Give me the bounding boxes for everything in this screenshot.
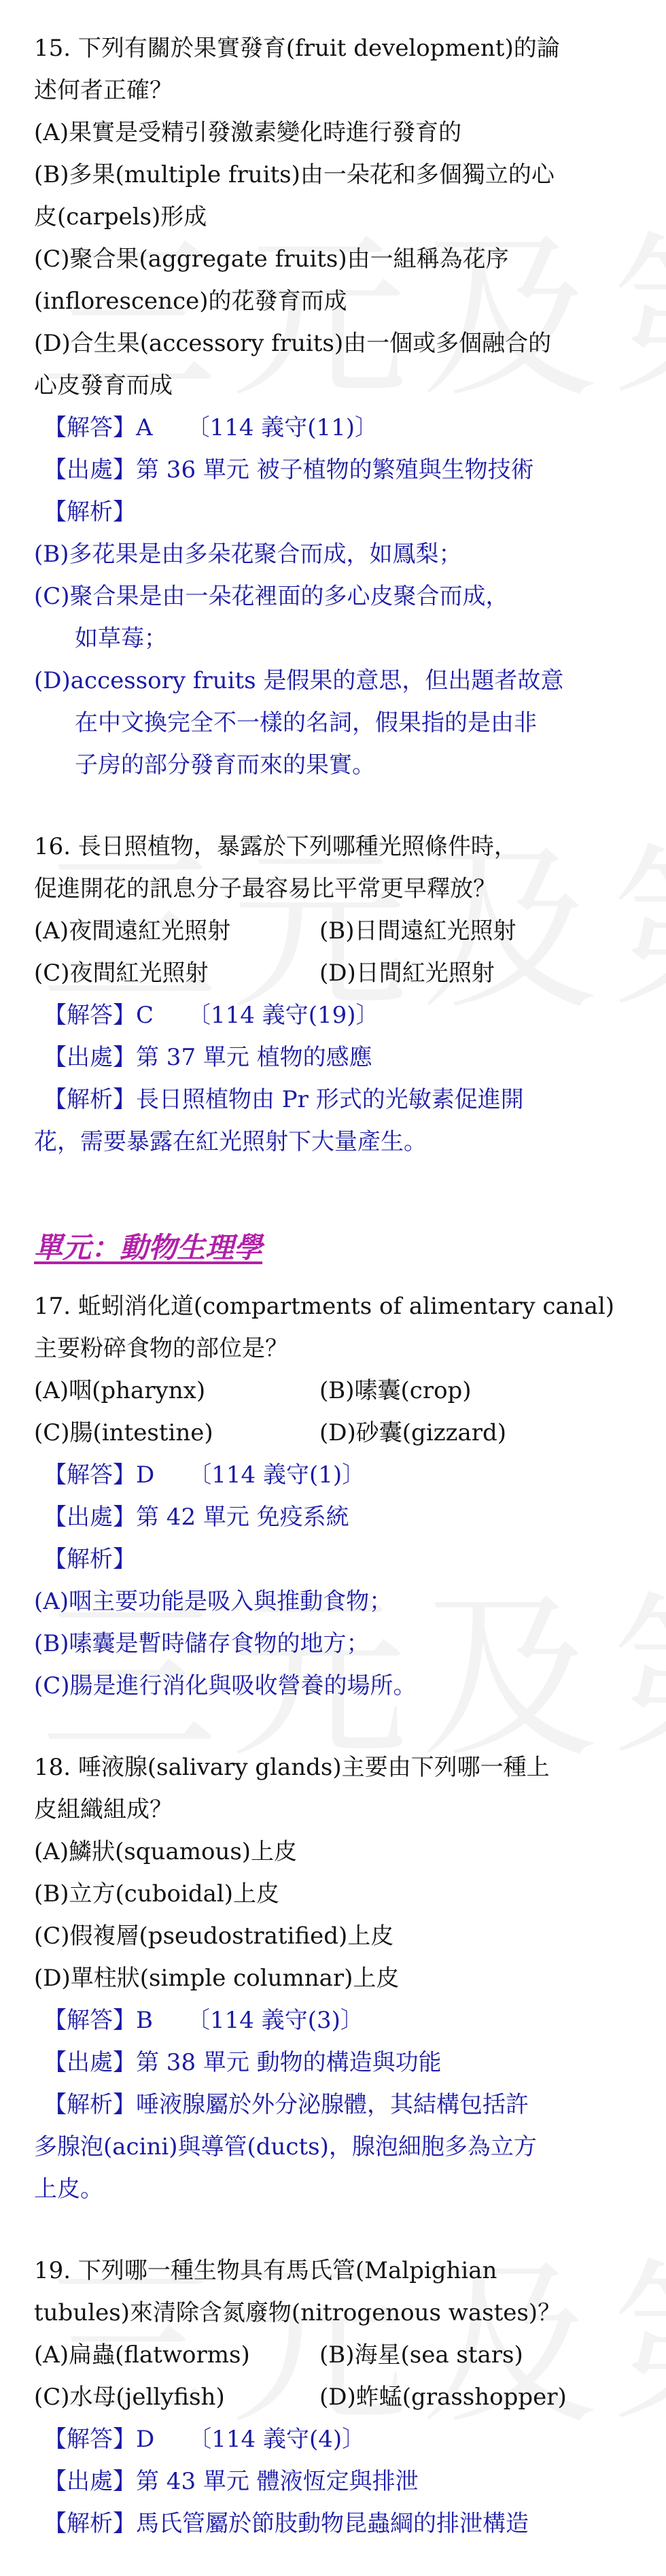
source-line: 【出處】第 42 單元 免疫系統 — [43, 1504, 349, 1531]
option-d-cont: 心皮發育而成 — [34, 372, 173, 399]
option-d: (D)合生果(accessory fruits)由一個或多個融合的 — [34, 330, 552, 357]
question-stem: 19. 下列哪一種生物具有馬氏管(Malpighian — [34, 2257, 497, 2284]
question-stem: tubules)來清除含氮廢物(nitrogenous wastes)？ — [34, 2299, 561, 2326]
answer-line — [34, 1999, 639, 2041]
analysis-line: 【解析】長日照植物由 Pr 形式的光敏素促進開 — [43, 1086, 524, 1113]
question-17 — [34, 1285, 639, 1707]
options-row — [34, 2334, 639, 2376]
option-a: (A)鱗狀(squamous)上皮 — [34, 1838, 298, 1865]
analysis-line: (A)咽主要功能是吸入與推動食物； — [34, 1588, 393, 1615]
analysis-line: (D)accessory fruits 是假果的意思，但出題者故意 — [34, 667, 564, 694]
option-c: (C)水母(jellyfish) — [34, 2384, 225, 2411]
source-line: 【出處】第 43 單元 體液恆定與排泄 — [43, 2468, 419, 2495]
option-b: (B)多果(multiple fruits)由一朵花和多個獨立的心 — [34, 161, 555, 188]
option-a: (A)扁蟲(flatworms) — [34, 2341, 250, 2369]
analysis-line: 花，需要暴露在紅光照射下大量產生。 — [34, 1128, 427, 1155]
question-19 — [34, 2250, 639, 2545]
analysis-line: (B)多花果是由多朵花聚合而成，如鳳梨； — [34, 541, 462, 568]
analysis-line: (C)腸是進行消化與吸收營養的場所。 — [34, 1672, 417, 1699]
analysis-line: 【解析】馬氏管屬於節肢動物昆蟲綱的排泄構造 — [43, 2510, 529, 2537]
option-c-cont: (inflorescence)的花發育而成 — [34, 288, 347, 315]
option-a: (A)咽(pharynx) — [34, 1377, 206, 1404]
question-stem: 述何者正確？ — [34, 77, 173, 104]
analysis-line: 如草莓； — [75, 625, 167, 652]
answer-label: 【解答】D — [43, 2426, 155, 2453]
option-b-cont: 皮(carpels)形成 — [34, 203, 207, 231]
option-d: (D)日間紅光照射 — [319, 960, 495, 987]
options-row — [34, 1412, 639, 1454]
option-b: (B)日間遠紅光照射 — [319, 917, 516, 945]
option-b: (B)海星(sea stars) — [319, 2341, 523, 2369]
question-stem: 皮組織組成？ — [34, 1796, 173, 1823]
source-line: 【出處】第 38 單元 動物的構造與功能 — [43, 2049, 442, 2076]
options-row — [34, 1370, 639, 1412]
option-d: (D)蚱蜢(grasshopper) — [319, 2384, 567, 2411]
question-stem: 16. 長日照植物，暴露於下列哪種光照條件時， — [34, 833, 517, 860]
question-15 — [34, 27, 639, 786]
section-title: 單元：動物生理學 — [34, 1231, 263, 1264]
option-a: (A)夜間遠紅光照射 — [34, 917, 231, 945]
option-d: (D)單柱狀(simple columnar)上皮 — [34, 1965, 400, 1992]
option-a: (A)果實是受精引發激素變化時進行發育的 — [34, 119, 462, 146]
answer-line — [34, 407, 639, 449]
answer-label: 【解答】B — [43, 2007, 153, 2034]
answer-label: 【解答】C — [43, 1002, 154, 1029]
answer-ref: 〔114 義守(4)〕 — [188, 2426, 366, 2453]
analysis-line: 子房的部分發育而來的果實。 — [75, 751, 375, 779]
option-b: (B)嗉囊(crop) — [319, 1377, 472, 1404]
analysis-line: 上皮。 — [34, 2175, 103, 2203]
analysis-line: 在中文換完全不一樣的名詞，假果指的是由非 — [75, 709, 537, 736]
analysis-line: (B)嗉囊是暫時儲存食物的地方； — [34, 1630, 370, 1657]
option-b: (B)立方(cuboidal)上皮 — [34, 1880, 280, 1908]
analysis-line: (C)聚合果是由一朵花裡面的多心皮聚合而成， — [34, 583, 509, 610]
option-c: (C)聚合果(aggregate fruits)由一組稱為花序 — [34, 245, 509, 273]
answer-label: 【解答】D — [43, 1461, 155, 1489]
question-stem: 主要粉碎食物的部位是？ — [34, 1335, 288, 1362]
answer-ref: 〔114 義守(1)〕 — [188, 1461, 366, 1489]
options-row — [34, 910, 639, 952]
question-stem: 18. 唾液腺(salivary glands)主要由下列哪一種上 — [34, 1754, 550, 1781]
answer-label: 【解答】A — [43, 414, 153, 441]
question-stem: 促進開花的訊息分子最容易比平常更早釋放？ — [34, 875, 496, 902]
answer-line — [34, 2418, 639, 2460]
question-stem: 17. 蚯蚓消化道(compartments of alimentary canal) — [34, 1293, 614, 1320]
source-line: 【出處】第 37 單元 植物的感應 — [43, 1044, 372, 1071]
analysis-line: 多腺泡(acini)與導管(ducts)，腺泡細胞多為立方 — [34, 2133, 537, 2160]
analysis-label: 【解析】 — [43, 1546, 136, 1573]
options-row — [34, 2376, 639, 2418]
source-line: 【出處】第 36 單元 被子植物的繁殖與生物技術 — [43, 456, 534, 484]
exam-page — [34, 27, 639, 2545]
option-c: (C)假複層(pseudostratified)上皮 — [34, 1922, 394, 1950]
answer-ref: 〔114 義守(3)〕 — [187, 2007, 364, 2034]
answer-line — [34, 1454, 639, 1496]
question-16 — [34, 826, 639, 1163]
options-row — [34, 952, 639, 994]
option-c: (C)夜間紅光照射 — [34, 960, 209, 987]
answer-ref: 〔114 義守(11)〕 — [186, 414, 379, 441]
option-c: (C)腸(intestine) — [34, 1419, 213, 1446]
question-18 — [34, 1746, 639, 2210]
option-d: (D)砂囊(gizzard) — [319, 1419, 507, 1446]
answer-ref: 〔114 義守(19)〕 — [188, 1002, 379, 1029]
analysis-label: 【解析】 — [43, 498, 136, 526]
answer-line — [34, 994, 639, 1036]
question-stem: 15. 下列有關於果實發育(fruit development)的論 — [34, 35, 560, 62]
analysis-line: 【解析】唾液腺屬於外分泌腺體，其結構包括許 — [43, 2091, 529, 2118]
